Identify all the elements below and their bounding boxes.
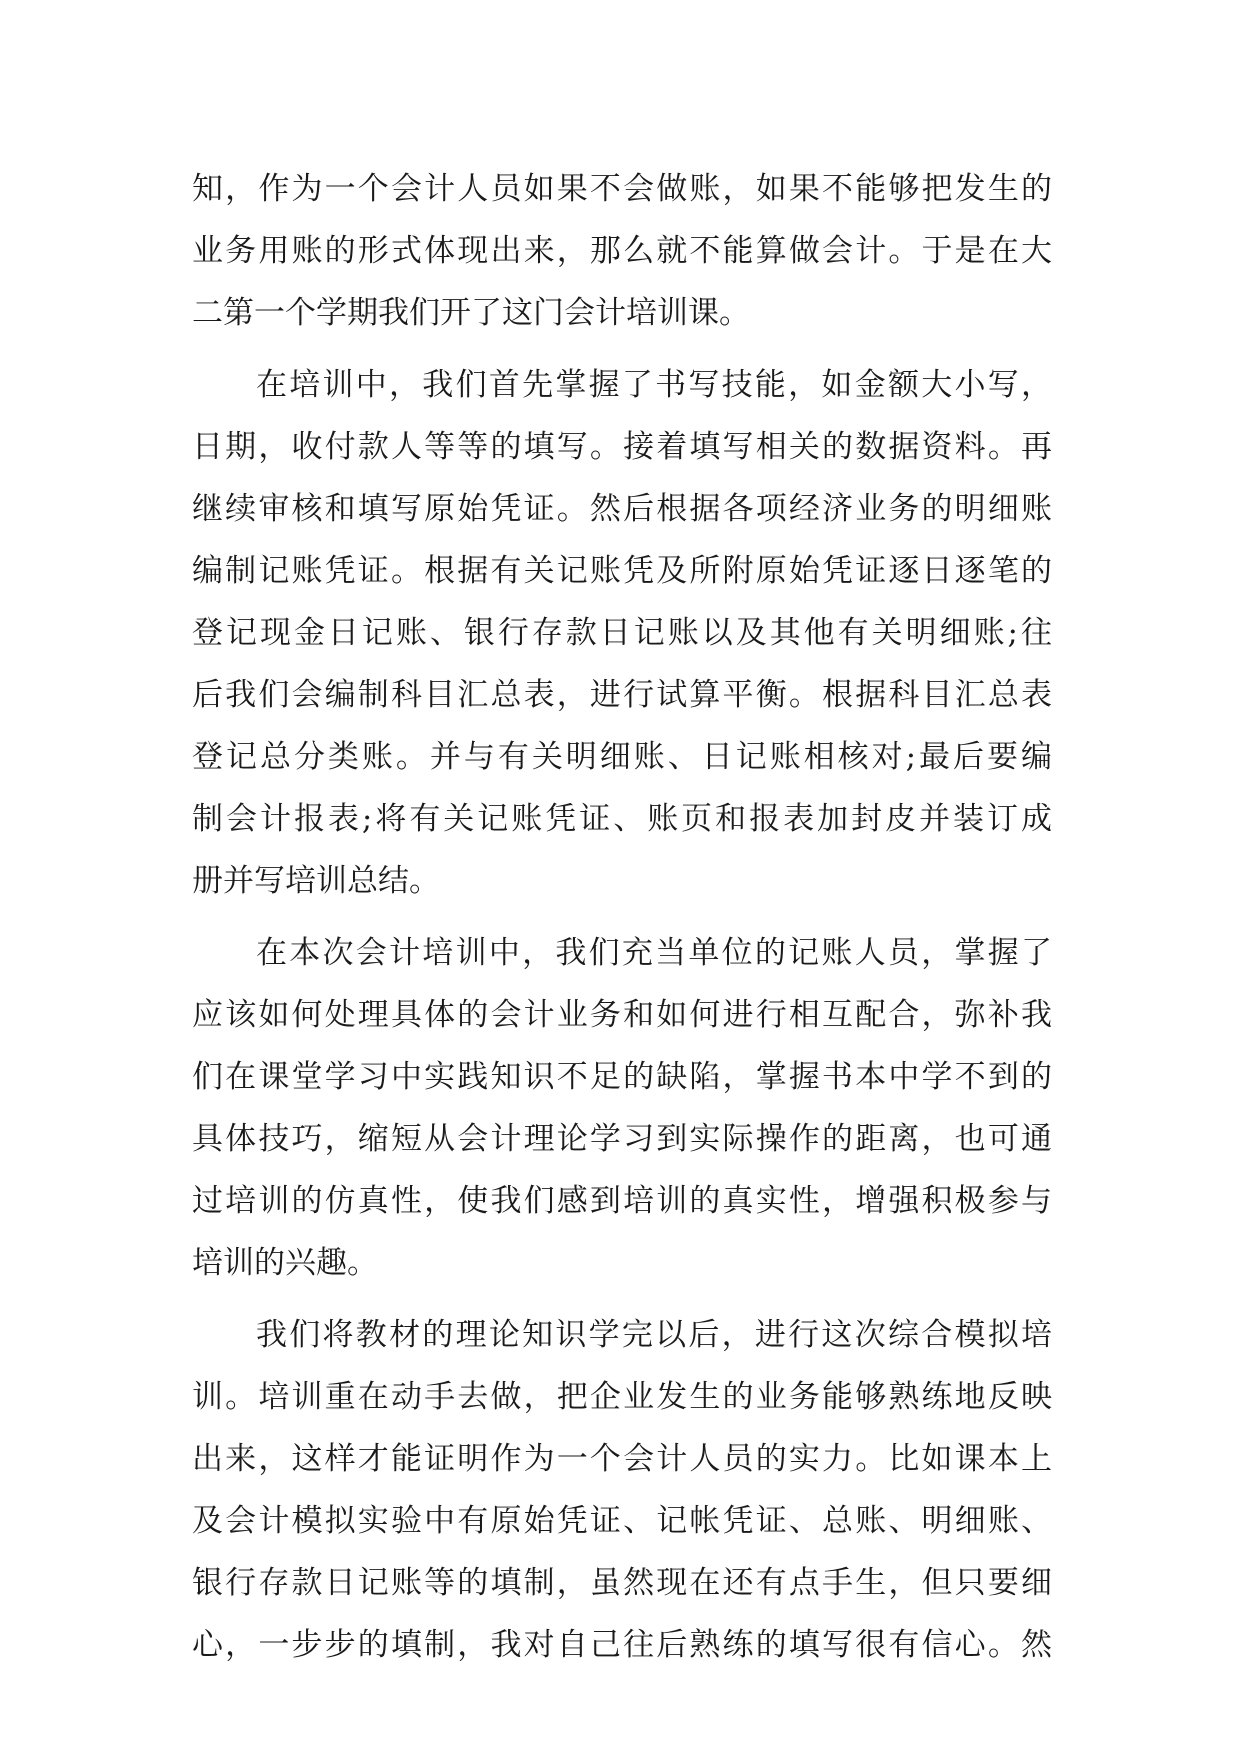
paragraph: [192, 1304, 1052, 1676]
text-line: 后我们会编制科目汇总表，进行试算平衡。根据科目汇总表: [192, 677, 1052, 713]
text-line: 及会计模拟实验中有原始凭证、记帐凭证、总账、明细账、: [192, 1503, 1052, 1539]
paragraph: [192, 354, 1052, 912]
text-line: 心，一步步的填制，我对自己往后熟练的填写很有信心。然: [192, 1627, 1052, 1663]
text-line: 过培训的仿真性，使我们感到培训的真实性，增强积极参与: [192, 1183, 1052, 1219]
text-line: 银行存款日记账等的填制，虽然现在还有点手生，但只要细: [192, 1565, 1052, 1601]
text-line: 制会计报表;将有关记账凭证、账页和报表加封皮并装订成: [192, 801, 1052, 837]
text-line: 业务用账的形式体现出来，那么就不能算做会计。于是在大: [192, 233, 1052, 269]
text-line: 我们将教材的理论知识学完以后，进行这次综合模拟培: [256, 1317, 1052, 1353]
text-line: 出来，这样才能证明作为一个会计人员的实力。比如课本上: [192, 1441, 1052, 1477]
text-line: 在本次会计培训中，我们充当单位的记账人员，掌握了: [256, 935, 1052, 971]
text-line: 编制记账凭证。根据有关记账凭及所附原始凭证逐日逐笔的: [192, 553, 1052, 589]
text-line: 登记现金日记账、银行存款日记账以及其他有关明细账;往: [192, 615, 1052, 651]
paragraph: [192, 922, 1052, 1294]
text-line: 具体技巧，缩短从会计理论学习到实际操作的距离，也可通: [192, 1121, 1052, 1157]
text-line: 继续审核和填写原始凭证。然后根据各项经济业务的明细账: [192, 491, 1052, 527]
text-line: 们在课堂学习中实践知识不足的缺陷，掌握书本中学不到的: [192, 1059, 1052, 1095]
text-line: 在培训中，我们首先掌握了书写技能，如金额大小写，: [256, 367, 1052, 403]
text-line: 日期，收付款人等等的填写。接着填写相关的数据资料。再: [192, 429, 1052, 465]
text-line: 二第一个学期我们开了这门会计培训课。: [192, 295, 750, 331]
body-text: [192, 158, 1052, 1676]
text-line: 培训的兴趣。: [192, 1245, 378, 1281]
text-line: 训。培训重在动手去做，把企业发生的业务能够熟练地反映: [192, 1379, 1052, 1415]
text-line: 登记总分类账。并与有关明细账、日记账相核对;最后要编: [192, 739, 1052, 775]
paragraph: [192, 158, 1052, 344]
text-line: 应该如何处理具体的会计业务和如何进行相互配合，弥补我: [192, 997, 1052, 1033]
text-line: 册并写培训总结。: [192, 863, 440, 899]
text-line: 知，作为一个会计人员如果不会做账，如果不能够把发生的: [192, 171, 1052, 207]
